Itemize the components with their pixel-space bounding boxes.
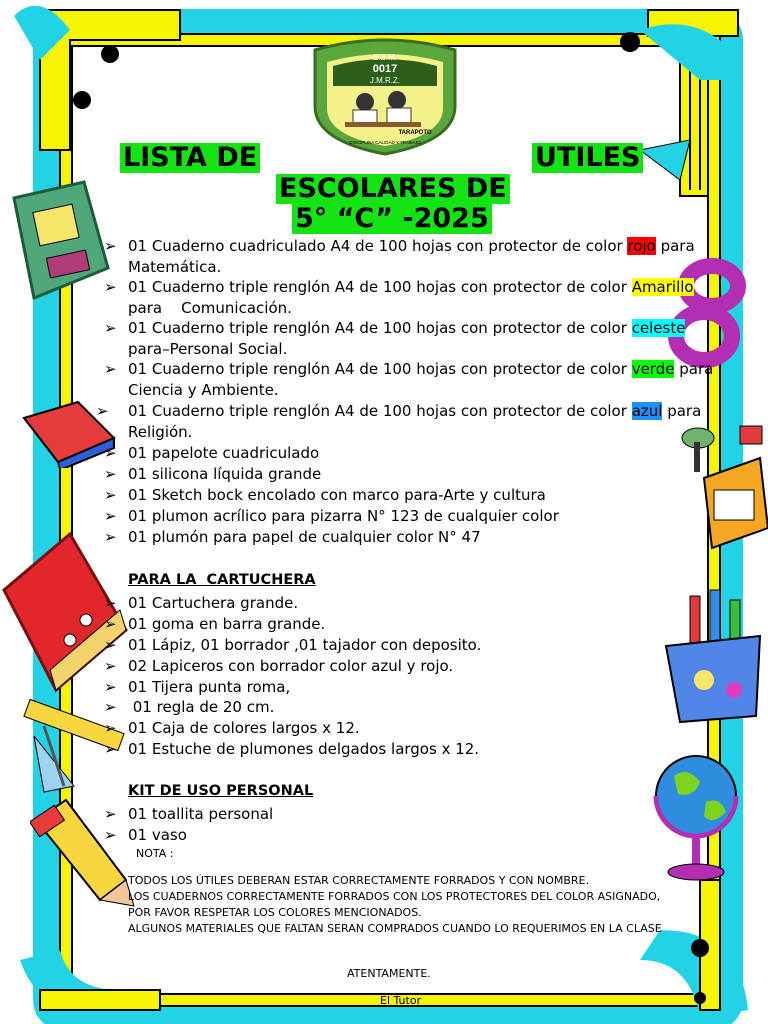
item-text-post: para (660, 237, 695, 255)
item-text: 01 Cuaderno triple renglón A4 de 100 hojas con protector de color (128, 319, 627, 337)
item-text: 01 Sketch bock encolado con marco para-Arte y cultura (128, 486, 546, 504)
number-eight-illustration (668, 258, 748, 368)
bullet: ➢ (104, 507, 117, 525)
closing-text: ATENTAMENTE. (347, 967, 431, 980)
item-text: 01 Tijera punta roma, (128, 678, 291, 696)
list-item (104, 718, 360, 739)
list-item (104, 527, 481, 548)
bullet: ➢ (104, 826, 117, 844)
globe-illustration (648, 742, 748, 892)
color-highlight-red: rojo (627, 237, 656, 255)
bullet: ➢ (104, 678, 117, 696)
item-text: 01 vaso (128, 826, 187, 844)
item-text: 01 Cuaderno triple renglón A4 de 100 hojas con protector de color (128, 360, 627, 378)
color-highlight-yellow: Amarillo (631, 278, 694, 296)
bullet: ➢ (104, 615, 117, 633)
bullet: ➢ (104, 465, 117, 483)
list-item (104, 506, 559, 527)
badge-city: TARAPOTO (398, 130, 432, 136)
bullet: ➢ (104, 594, 117, 612)
item-text: 01 Lápiz, 01 borrador ,01 tajador con deposito. (128, 636, 482, 654)
list-item (104, 443, 319, 464)
bullet: ➢ (104, 528, 117, 546)
list-item-notebook-red (104, 236, 695, 276)
badge-line2: 0017 (372, 63, 398, 75)
item-text: 01 Cuaderno triple renglón A4 de 100 hojas con protector de color (128, 402, 627, 420)
bullet: ➢ (104, 719, 117, 737)
item-text: 01 plumon acrílico para pizarra N° 123 de cualquier color (128, 507, 559, 525)
list-item (104, 485, 546, 506)
pencil-cup-illustration (660, 586, 768, 726)
nota-line: ALGUNOS MATERIALES QUE FALTAN SERAN COMPRADOS CUANDO LO REQUERIMOS EN LA CLASE (128, 922, 662, 935)
item-text: 01 Estuche de plumones delgados largos x 12. (128, 740, 480, 758)
badge-line1: E.E.M. (372, 53, 398, 62)
list-item (104, 614, 325, 635)
signature-text: El Tutor (380, 994, 422, 1007)
list-item (104, 697, 274, 718)
nota-line: LOS CUADERNOS CORRECTAMENTE FORRADOS CON LOS PROTECTORES DEL COLOR ASIGNADO, (128, 890, 661, 903)
list-item-notebook-blue (96, 401, 702, 441)
item-continuation: Matemática. (128, 257, 222, 276)
item-text: 02 Lapiceros con borrador color azul y rojo. (128, 657, 454, 675)
title-grade-year: 5° “C” -2025 (292, 204, 492, 234)
bullet: ➢ (96, 402, 109, 420)
bullet: ➢ (104, 805, 117, 823)
bullet: ➢ (104, 319, 117, 337)
kit-heading: KIT DE USO PERSONAL (128, 783, 314, 799)
color-highlight-cyan: celeste (631, 319, 686, 337)
color-highlight-blue: azul (631, 402, 663, 420)
item-continuation: para–Personal Social. (128, 339, 288, 358)
bullet: ➢ (104, 278, 117, 296)
item-text: 01 silicona líquida grande (128, 465, 322, 483)
item-text: 01 Cuaderno cuadriculado A4 de 100 hojas con protector de color (128, 237, 623, 255)
item-text: 01 goma en barra grande. (128, 615, 326, 633)
item-text: 01 Cuaderno triple renglón A4 de 100 hojas con protector de color (128, 278, 627, 296)
bullet: ➢ (104, 444, 117, 462)
item-text: 01 papelote cuadriculado (128, 444, 320, 462)
floppy-disk-illustration (4, 178, 114, 308)
title-lista-de: LISTA DE (120, 143, 260, 173)
item-continuation: Ciencia y Ambiente. (128, 380, 279, 399)
item-text: 01 Cartuchera grande. (128, 594, 299, 612)
item-continuation: Religión. (128, 422, 193, 441)
nota-label: NOTA : (136, 847, 174, 860)
desk-books-illustration (668, 418, 768, 558)
bullet: ➢ (104, 698, 117, 716)
nota-line: TODOS LOS ÚTILES DEBERAN ESTAR CORRECTAMENTE FORRADOS Y CON NOMBRE. (128, 874, 589, 887)
list-item-notebook-cyan (104, 318, 686, 358)
list-item (104, 739, 479, 760)
list-item-notebook-green (104, 359, 714, 399)
list-item-notebook-yellow (104, 277, 694, 317)
badge-line3: J.M.R.Z. (369, 76, 401, 85)
item-continuation: para Comunicación. (128, 298, 292, 317)
item-text-post: para (667, 402, 702, 420)
list-item (104, 804, 273, 825)
bullet: ➢ (104, 486, 117, 504)
list-item (104, 825, 187, 846)
list-item (104, 464, 321, 485)
bullet: ➢ (104, 740, 117, 758)
list-item (104, 635, 481, 656)
title-utiles: UTILES (532, 143, 643, 173)
bullet: ➢ (104, 657, 117, 675)
school-badge (305, 36, 465, 156)
item-text: 01 Caja de colores largos x 12. (128, 719, 360, 737)
list-item (104, 677, 290, 698)
item-text: 01 regla de 20 cm. (128, 698, 275, 716)
list-item (104, 656, 453, 677)
badge-motto: DISCIPLINA CALIDAD Y TRABAJO (349, 140, 421, 145)
item-text-post: para (679, 360, 714, 378)
list-item (104, 593, 298, 614)
corner-bottom-left (20, 950, 160, 1020)
item-text: 01 toallita personal (128, 805, 274, 823)
bullet: ➢ (104, 636, 117, 654)
color-highlight-green: verde (631, 360, 675, 378)
bullet: ➢ (104, 360, 117, 378)
title-escolares-de: ESCOLARES DE (276, 174, 510, 204)
cartuchera-heading: PARA LA CARTUCHERA (128, 572, 316, 588)
nota-line: POR FAVOR RESPETAR LOS COLORES MENCIONADOS. (128, 906, 422, 919)
item-text: 01 plumón para papel de cualquier color N° 47 (128, 528, 481, 546)
bullet: ➢ (104, 237, 117, 255)
